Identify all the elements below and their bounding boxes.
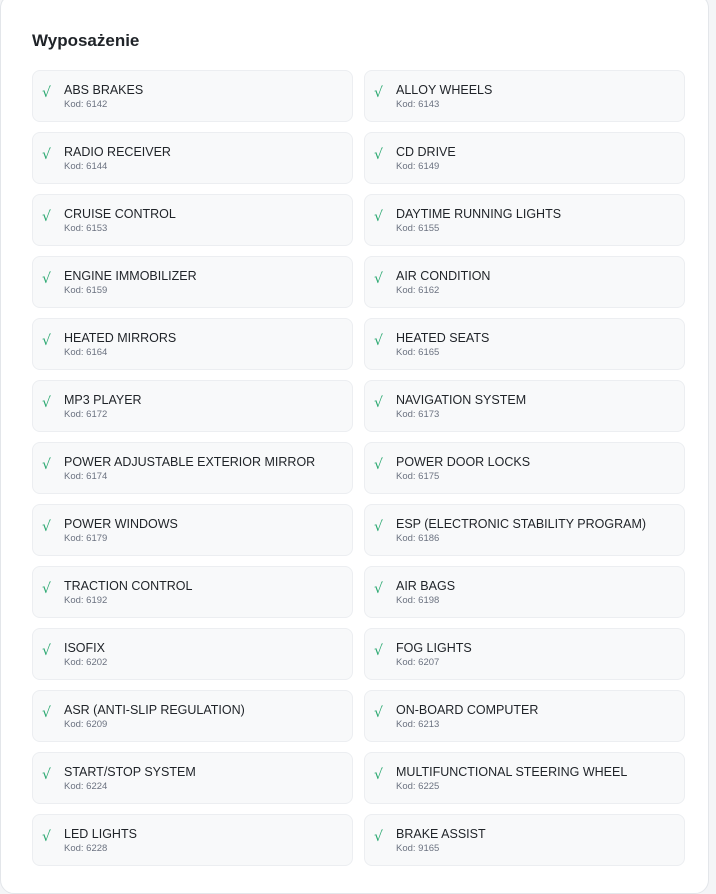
equipment-name: AIR CONDITION (396, 269, 491, 283)
equipment-item (364, 752, 685, 804)
check-icon: √ (374, 643, 383, 659)
equipment-item (32, 380, 353, 432)
equipment-name: ESP (ELECTRONIC STABILITY PROGRAM) (396, 517, 647, 531)
check-icon: √ (374, 705, 383, 721)
equipment-code: Kod: 6207 (396, 657, 440, 668)
equipment-name: HEATED MIRRORS (64, 331, 177, 345)
equipment-code: Kod: 6209 (64, 719, 108, 730)
equipment-name: ASR (ANTI-SLIP REGULATION) (64, 703, 245, 717)
check-icon: √ (374, 147, 383, 163)
equipment-item (32, 318, 353, 370)
check-icon: √ (374, 85, 383, 101)
equipment-item (32, 194, 353, 246)
check-icon: √ (42, 395, 51, 411)
equipment-name: POWER DOOR LOCKS (396, 455, 531, 469)
equipment-code: Kod: 6213 (396, 719, 440, 730)
equipment-item (364, 628, 685, 680)
equipment-code: Kod: 6179 (64, 533, 108, 544)
check-icon: √ (42, 271, 51, 287)
check-icon: √ (374, 519, 383, 535)
equipment-name: HEATED SEATS (396, 331, 490, 345)
equipment-item (32, 504, 353, 556)
equipment-name: RADIO RECEIVER (64, 145, 171, 159)
check-icon: √ (42, 767, 51, 783)
check-icon: √ (374, 581, 383, 597)
equipment-code: Kod: 6162 (396, 285, 440, 296)
equipment-code: Kod: 6192 (64, 595, 108, 606)
equipment-code: Kod: 6198 (396, 595, 440, 606)
check-icon: √ (374, 829, 383, 845)
equipment-item (364, 566, 685, 618)
equipment-code: Kod: 9165 (396, 843, 440, 854)
equipment-code: Kod: 6172 (64, 409, 108, 420)
equipment-code: Kod: 6155 (396, 223, 440, 234)
equipment-item (32, 70, 353, 122)
equipment-item (32, 256, 353, 308)
check-icon: √ (42, 333, 51, 349)
equipment-code: Kod: 6143 (396, 99, 440, 110)
equipment-code: Kod: 6144 (64, 161, 108, 172)
equipment-name: ABS BRAKES (64, 83, 144, 97)
equipment-code: Kod: 6153 (64, 223, 108, 234)
equipment-code: Kod: 6225 (396, 781, 440, 792)
equipment-item (364, 194, 685, 246)
check-icon: √ (42, 457, 51, 473)
check-icon: √ (374, 333, 383, 349)
equipment-name: FOG LIGHTS (396, 641, 472, 655)
equipment-item (364, 132, 685, 184)
equipment-name: POWER WINDOWS (64, 517, 178, 531)
equipment-item (364, 70, 685, 122)
equipment-item (32, 566, 353, 618)
check-icon: √ (42, 829, 51, 845)
equipment-item (32, 132, 353, 184)
equipment-name: CRUISE CONTROL (64, 207, 176, 221)
equipment-item (32, 442, 353, 494)
equipment-name: ENGINE IMMOBILIZER (64, 269, 197, 283)
equipment-name: POWER ADJUSTABLE EXTERIOR MIRROR (64, 455, 316, 469)
equipment-name: BRAKE ASSIST (396, 827, 486, 841)
equipment-code: Kod: 6164 (64, 347, 108, 358)
equipment-code: Kod: 6165 (396, 347, 440, 358)
check-icon: √ (42, 643, 51, 659)
equipment-item (364, 318, 685, 370)
equipment-grid (32, 70, 685, 866)
check-icon: √ (374, 209, 383, 225)
check-icon: √ (42, 209, 51, 225)
equipment-code: Kod: 6175 (396, 471, 440, 482)
equipment-name: TRACTION CONTROL (64, 579, 193, 593)
equipment-item (32, 628, 353, 680)
check-icon: √ (42, 581, 51, 597)
equipment-item (32, 814, 353, 866)
equipment-code: Kod: 6186 (396, 533, 440, 544)
check-icon: √ (374, 271, 383, 287)
equipment-name: MP3 PLAYER (64, 393, 142, 407)
equipment-name: AIR BAGS (396, 579, 456, 593)
section-title: Wyposażenie (32, 31, 140, 50)
check-icon: √ (42, 85, 51, 101)
equipment-item (32, 752, 353, 804)
equipment-code: Kod: 6159 (64, 285, 108, 296)
equipment-code: Kod: 6228 (64, 843, 108, 854)
equipment-name: LED LIGHTS (64, 827, 137, 841)
equipment-item (364, 442, 685, 494)
equipment-name: ON-BOARD COMPUTER (396, 703, 539, 717)
equipment-name: DAYTIME RUNNING LIGHTS (396, 207, 562, 221)
equipment-item (32, 690, 353, 742)
check-icon: √ (374, 767, 383, 783)
check-icon: √ (374, 457, 383, 473)
check-icon: √ (42, 705, 51, 721)
equipment-item (364, 814, 685, 866)
equipment-name: NAVIGATION SYSTEM (396, 393, 527, 407)
equipment-code: Kod: 6224 (64, 781, 108, 792)
check-icon: √ (42, 147, 51, 163)
equipment-item (364, 504, 685, 556)
equipment-code: Kod: 6174 (64, 471, 108, 482)
equipment-item (364, 380, 685, 432)
equipment-name: MULTIFUNCTIONAL STEERING WHEEL (396, 765, 628, 779)
equipment-code: Kod: 6142 (64, 99, 108, 110)
check-icon: √ (42, 519, 51, 535)
equipment-code: Kod: 6149 (396, 161, 440, 172)
equipment-item (364, 690, 685, 742)
equipment-code: Kod: 6173 (396, 409, 440, 420)
equipment-name: ISOFIX (64, 641, 105, 655)
equipment-name: ALLOY WHEELS (396, 83, 493, 97)
check-icon: √ (374, 395, 383, 411)
equipment-code: Kod: 6202 (64, 657, 108, 668)
equipment-item (364, 256, 685, 308)
equipment-name: CD DRIVE (396, 145, 456, 159)
equipment-name: START/STOP SYSTEM (64, 765, 196, 779)
